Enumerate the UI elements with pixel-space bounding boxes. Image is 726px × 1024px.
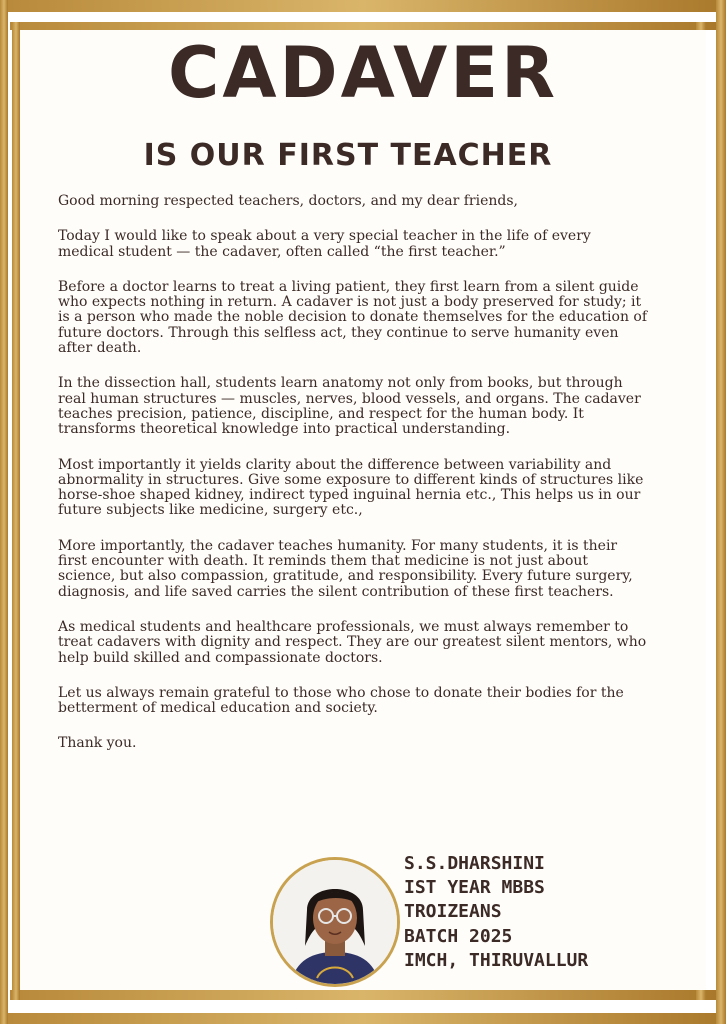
paragraph: In the dissection hall, students learn anatomy not only from books, but through real human structures — muscles, nerves, blood vessels, and organs. The cadaver teaches precision, patience, discipline, and respect for the human body. It transforms theoretical knowledge into practical understanding. <box>58 375 641 438</box>
author-batch: BATCH 2025 <box>404 925 513 947</box>
paragraph: Today I would like to speak about a very special teacher in the life of every medical student — the cadaver, often called “the first teacher.” <box>58 228 591 260</box>
speech-body <box>58 194 648 772</box>
author-group: TROIZEANS <box>404 901 502 923</box>
frame-outer-top <box>0 0 726 12</box>
paragraph-closing: Thank you. <box>58 735 137 752</box>
paragraph: More importantly, the cadaver teaches humanity. For many students, it is their first encounter with death. It reminds them that medicine is not just about science, but also compassion, gratitude, and responsibility. Every future surgery, diagnosis, and life saved carries the silent contribution of these first teachers. <box>58 537 633 600</box>
paragraph: Let us always remain grateful to those who chose to donate their bodies for the betterment of medical education and society. <box>58 684 624 717</box>
paragraph: As medical students and healthcare professionals, we must always remember to treat cadavers with dignity and respect. They are our greatest silent mentors, who help build skilled and compassionate doctors. <box>58 618 647 666</box>
author-institution: IMCH, THIRUVALLUR <box>404 949 589 971</box>
frame-inner-bottom <box>10 990 716 1000</box>
author-photo <box>270 857 400 987</box>
signature-block <box>404 852 664 973</box>
author-name: S.S.DHARSHINI <box>404 853 545 874</box>
paragraph-greeting: Good morning respected teachers, doctors, and my dear friends, <box>58 193 518 209</box>
page-subtitle: IS OUR FIRST TEACHER <box>143 138 553 173</box>
author-year: IST YEAR MBBS <box>404 877 545 899</box>
paragraph: Most importantly it yields clarity about the difference between variability and abnormality in structures. Give some exposure to different kinds of structures like horse-shoe shaped kidney, indirect typed inguinal hernia etc., This helps us in our future subjects like medicine, surgery etc., <box>58 456 644 519</box>
author-portrait-icon <box>273 860 397 984</box>
paragraph: Before a doctor learns to treat a living patient, they first learn from a silent guide who expects nothing in return. A cadaver is not just a body preserved for study; it is a person who made the noble decision to donate themselves for the education of future doctors. Through this selfless act, they continue to serve humanity even after death. <box>58 278 648 357</box>
page-title: CADAVER <box>168 32 558 114</box>
frame-outer-right <box>716 0 726 1024</box>
frame-outer-bottom <box>0 1013 726 1024</box>
